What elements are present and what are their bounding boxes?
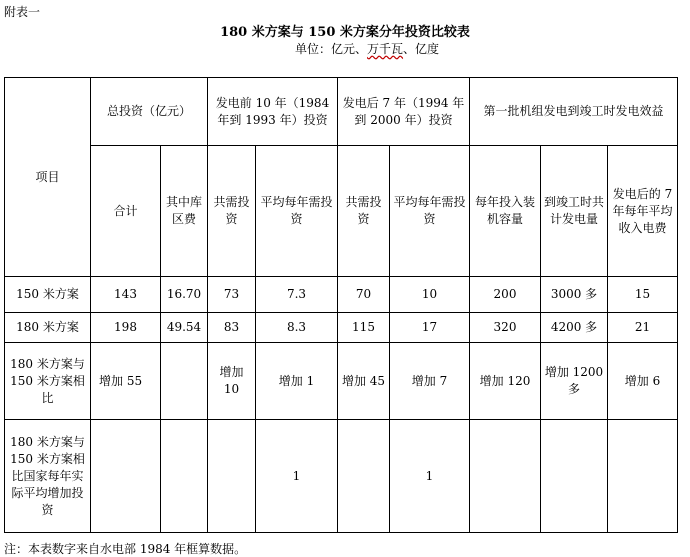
- table-cell: 增加 45: [338, 343, 390, 420]
- table-cell: [208, 420, 256, 533]
- table-cell: 增加 55: [91, 343, 161, 420]
- table-cell: 增加 7: [390, 343, 470, 420]
- table-cell: [91, 420, 161, 533]
- row-label: 150 米方案: [5, 277, 91, 313]
- table-cell: 16.70: [161, 277, 208, 313]
- header-pre-generation: 发电前 10 年（1984 年到 1993 年）投资: [208, 78, 338, 146]
- table-cell: 3000 多: [541, 277, 608, 313]
- annex-label: 附表一: [4, 5, 41, 19]
- table-cell: 15: [608, 277, 678, 313]
- table-cell: 73: [208, 277, 256, 313]
- table-row: [5, 343, 678, 420]
- table-cell: [161, 420, 208, 533]
- header-row-2: [5, 146, 678, 277]
- table-cell: 198: [91, 313, 161, 343]
- row-label: 180 米方案与 150 米方案相比: [5, 343, 91, 420]
- unit-suffix: 、亿度: [403, 42, 440, 56]
- table-row: [5, 313, 678, 343]
- header-post-generation: 发电后 7 年（1994 年到 2000 年）投资: [338, 78, 470, 146]
- table-cell: 10: [390, 277, 470, 313]
- comparison-table: [4, 77, 678, 533]
- subheader-post-avg: 平均每年需投资: [390, 146, 470, 277]
- subheader-pre-avg: 平均每年需投资: [256, 146, 338, 277]
- table-cell: 增加 1200 多: [541, 343, 608, 420]
- subheader-total: 合计: [91, 146, 161, 277]
- table-cell: [161, 343, 208, 420]
- table-cell: 增加 1: [256, 343, 338, 420]
- table-cell: 115: [338, 313, 390, 343]
- table-cell: 增加 10: [208, 343, 256, 420]
- table-cell: 21: [608, 313, 678, 343]
- table-cell: [608, 420, 678, 533]
- row-label: 180 米方案与 150 米方案相比国家每年实际平均增加投资: [5, 420, 91, 533]
- unit-line: [295, 40, 439, 57]
- table-cell: 49.54: [161, 313, 208, 343]
- subheader-generation: 到竣工时共计发电量: [541, 146, 608, 277]
- footnote: 注：本表数字来自水电部 1984 年框算数据。: [4, 542, 247, 556]
- table-cell: 8.3: [256, 313, 338, 343]
- unit-spellcheck-word: 万千瓦: [367, 42, 404, 56]
- table-cell: 70: [338, 277, 390, 313]
- table-cell: [541, 420, 608, 533]
- table-cell: 143: [91, 277, 161, 313]
- table-cell: 17: [390, 313, 470, 343]
- unit-prefix: 单位：亿元、: [295, 42, 368, 56]
- table-cell: [470, 420, 541, 533]
- subheader-post-total: 共需投资: [338, 146, 390, 277]
- header-first-units: 第一批机组发电到竣工时发电效益: [470, 78, 678, 146]
- table-cell: 4200 多: [541, 313, 608, 343]
- table-row: [5, 277, 678, 313]
- table-cell: 83: [208, 313, 256, 343]
- header-item: 项目: [5, 78, 91, 277]
- table-cell: 200: [470, 277, 541, 313]
- header-row-1: [5, 78, 678, 146]
- table-cell: 320: [470, 313, 541, 343]
- subheader-revenue: 发电后的 7 年每年平均收入电费: [608, 146, 678, 277]
- subheader-pre-total: 共需投资: [208, 146, 256, 277]
- page-title: 180 米方案与 150 米方案分年投资比较表: [220, 25, 470, 40]
- table-cell: 增加 6: [608, 343, 678, 420]
- subheader-capacity: 每年投入装机容量: [470, 146, 541, 277]
- row-label: 180 米方案: [5, 313, 91, 343]
- table-cell: [338, 420, 390, 533]
- table-cell: 7.3: [256, 277, 338, 313]
- table-row: [5, 420, 678, 533]
- subheader-reservoir-fee: 其中库区费: [161, 146, 208, 277]
- table-cell: 1: [256, 420, 338, 533]
- table-cell: 增加 120: [470, 343, 541, 420]
- table-cell: 1: [390, 420, 470, 533]
- header-total-investment: 总投资（亿元）: [91, 78, 208, 146]
